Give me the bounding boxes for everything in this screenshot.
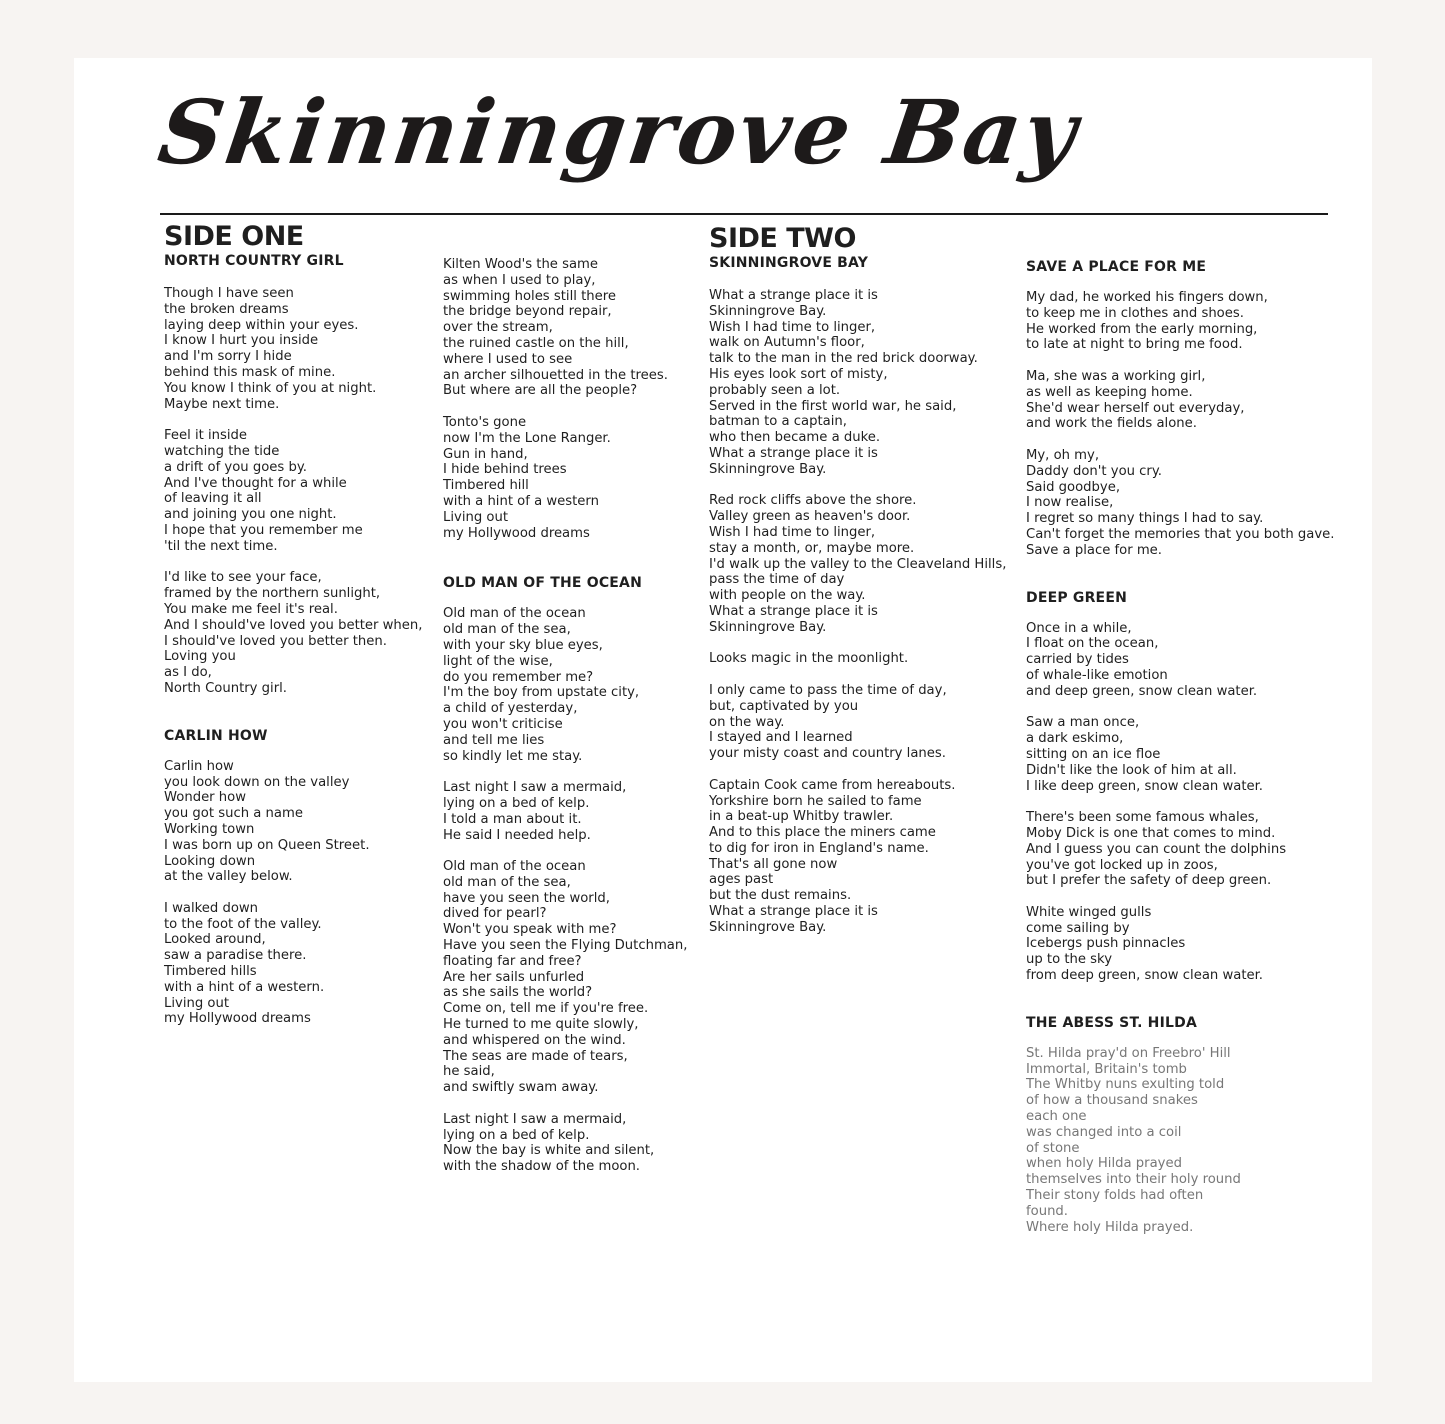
lyric-line: You make me feel it's real. (164, 601, 338, 617)
verse (164, 901, 424, 1027)
verse (164, 759, 424, 885)
lyric-line: as I do, (164, 665, 212, 681)
lyric-line: Skinningrove Bay. (709, 303, 827, 319)
lyric-line: over the stream, (443, 320, 553, 336)
verse (709, 493, 1009, 635)
lyric-line: so kindly let me stay. (443, 748, 583, 764)
lyric-line: The Whitby nuns exulting told (1026, 1077, 1225, 1093)
lyric-line: but I prefer the safety of deep green. (1026, 873, 1272, 889)
lyric-line: Have you seen the Flying Dutchman, (443, 938, 688, 954)
lyric-line: Timbered hill (443, 478, 529, 494)
lyric-line: stay a month, or, maybe more. (709, 540, 915, 556)
lyric-line: Kilten Wood's the same (443, 257, 599, 272)
lyric-line: I'd walk up the valley to the Cleaveland Hills, (709, 556, 1007, 572)
verse (443, 1112, 693, 1175)
song-skinningrove-bay (709, 288, 1009, 936)
lyric-line: I only came to pass the time of day, (709, 682, 947, 698)
lyric-line: Last night I saw a mermaid, (443, 780, 627, 796)
lyric-line: The seas are made of tears, (443, 1048, 628, 1064)
verse (443, 257, 693, 399)
lyric-line: but the dust remains. (709, 888, 852, 904)
lyric-line: but, captivated by you (709, 698, 859, 714)
lyric-line: behind this mask of mine. (164, 364, 336, 380)
lyric-line: My, oh my, (1026, 447, 1100, 463)
lyric-line: Yorkshire born he sailed to fame (709, 793, 922, 809)
verse (1026, 1046, 1346, 1236)
verse (709, 651, 1009, 667)
lyric-line: I hide behind trees (443, 462, 567, 478)
column-1 (164, 222, 424, 1027)
lyric-line: Captain Cook came from hereabouts. (709, 777, 956, 793)
lyric-line: a child of yesterday, (443, 701, 578, 717)
lyric-line: walk on Autumn's floor, (709, 335, 865, 351)
lyric-line: Ma, she was a working girl, (1026, 368, 1206, 384)
lyric-line: from deep green, snow clean water. (1026, 968, 1263, 984)
lyric-line: and swiftly swam away. (443, 1080, 599, 1096)
lyric-line: I'm the boy from upstate city, (443, 685, 640, 701)
lyric-line: you look down on the valley (164, 774, 350, 790)
lyric-line: to dig for iron in England's name. (709, 840, 929, 856)
verse (443, 859, 693, 1096)
lyric-line: My dad, he worked his fingers down, (1026, 290, 1268, 305)
lyric-line: Gun in hand, (443, 446, 528, 462)
lyric-line: when holy Hilda prayed (1026, 1156, 1182, 1172)
lyric-line: Moby Dick is one that comes to mind. (1026, 825, 1276, 841)
song-the-abess-st-hilda (1026, 1046, 1346, 1236)
lyric-line: He turned to me quite slowly, (443, 1017, 639, 1033)
song-save-a-place-for-me (1026, 290, 1346, 559)
lyric-line: Feel it inside (164, 428, 248, 444)
lyric-line: the bridge beyond repair, (443, 304, 612, 320)
lyric-line: Now the bay is white and silent, (443, 1143, 655, 1159)
lyric-line: you got such a name (164, 806, 303, 822)
lyric-line: Working town (164, 821, 255, 837)
lyric-line: Wish I had time to linger, (709, 524, 876, 540)
lyric-line: the ruined castle on the hill, (443, 335, 629, 351)
lyric-line: Last night I saw a mermaid, (443, 1111, 627, 1127)
lyric-line: Once in a while, (1026, 620, 1132, 636)
column-2 (443, 257, 693, 1175)
lyric-line: What a strange place it is (709, 603, 878, 619)
lyric-line: an archer silhouetted in the trees. (443, 367, 668, 383)
lyric-line: Can't forget the memories that you both gave. (1026, 526, 1335, 542)
lyric-line: floating far and free? (443, 953, 582, 969)
lyric-line: Looking down (164, 853, 256, 869)
lyric-line: swimming holes still there (443, 288, 616, 304)
lyric-line: I float on the ocean, (1026, 636, 1159, 652)
lyric-line: he said, (443, 1064, 495, 1080)
lyric-line: where I used to see (443, 351, 573, 367)
lyric-line: a dark eskimo, (1026, 731, 1124, 747)
lyric-line: I regret so many things I had to say. (1026, 511, 1264, 527)
lyric-line: do you remember me? (443, 669, 594, 685)
lyric-line: and joining you one night. (164, 507, 337, 523)
verse (1026, 448, 1346, 559)
verse (443, 415, 693, 541)
lyric-line: Icebergs push pinnacles (1026, 936, 1186, 952)
lyric-line: Old man of the ocean (443, 606, 586, 622)
lyric-line: watching the tide (164, 443, 280, 459)
lyric-line: with a hint of a western. (164, 979, 325, 995)
lyric-line: What a strange place it is (709, 904, 878, 920)
lyric-line: lying on a bed of kelp. (443, 1127, 590, 1143)
lyric-line: your misty coast and country lanes. (709, 746, 946, 762)
lyric-line: Saw a man once, (1026, 715, 1140, 731)
verse (709, 288, 1009, 478)
song-carlin-how-continued (443, 257, 693, 541)
lyric-line: of leaving it all (164, 491, 262, 507)
song-title-old-man-of-the-ocean: OLD MAN OF THE OCEAN (443, 575, 643, 592)
lyric-line: framed by the northern sunlight, (164, 586, 381, 602)
verse (1026, 290, 1346, 353)
lyric-line: Living out (164, 995, 229, 1011)
lyric-line: Tonto's gone (443, 414, 527, 430)
lyric-line: And I've thought for a while (164, 475, 347, 491)
lyric-line: saw a paradise there. (164, 948, 307, 964)
lyric-line: North Country girl. (164, 680, 287, 696)
lyric-line: Skinningrove Bay. (709, 461, 827, 477)
lyric-line: with a hint of a western (443, 493, 599, 509)
lyric-line: Red rock cliffs above the shore. (709, 493, 917, 509)
lyric-line: I was born up on Queen Street. (164, 837, 370, 853)
lyric-line: Wonder how (164, 790, 247, 806)
song-carlin-how (164, 759, 424, 1028)
lyric-line: And to this place the miners came (709, 825, 936, 841)
lyric-line: laying deep within your eyes. (164, 317, 359, 333)
lyric-line: and whispered on the wind. (443, 1032, 626, 1048)
song-title-the-abess-st-hilda: THE ABESS ST. HILDA (1026, 1014, 1197, 1031)
lyric-line: I told a man about it. (443, 811, 582, 827)
lyric-line: and I'm sorry I hide (164, 349, 292, 365)
lyric-line: old man of the sea, (443, 874, 571, 890)
lyric-line: as she sails the world? (443, 985, 593, 1001)
lyric-line: His eyes look sort of misty, (709, 366, 888, 382)
lyric-line: Didn't like the look of him at all. (1026, 762, 1237, 778)
lyric-line: Loving you (164, 649, 236, 665)
column-4 (1026, 258, 1346, 1235)
song-deep-green (1026, 621, 1346, 984)
lyric-line: Skinningrove Bay. (709, 919, 827, 935)
lyric-line: with the shadow of the moon. (443, 1159, 641, 1175)
verse (164, 428, 424, 554)
lyric-line: Looked around, (164, 932, 266, 948)
title-rule (160, 213, 1328, 215)
lyric-line: He said I needed help. (443, 827, 591, 843)
lyric-line: and tell me lies (443, 732, 545, 748)
lyric-line: She'd wear herself out everyday, (1026, 400, 1245, 416)
lyric-line: my Hollywood dreams (164, 1011, 311, 1027)
lyric-line: old man of the sea, (443, 622, 571, 638)
lyric-line: dived for pearl? (443, 906, 547, 922)
lyric-line: at the valley below. (164, 869, 293, 885)
lyric-line: was changed into a coil (1026, 1124, 1182, 1140)
verse (709, 683, 1009, 762)
lyric-line: of stone (1026, 1140, 1080, 1156)
lyric-line: probably seen a lot. (709, 382, 841, 398)
verse (443, 606, 693, 764)
lyric-line: talk to the man in the red brick doorway. (709, 351, 978, 367)
lyric-line: have you seen the world, (443, 890, 610, 906)
lyric-line: What a strange place it is (709, 445, 878, 461)
lyric-line: I now realise, (1026, 495, 1114, 511)
lyric-line: up to the sky (1026, 952, 1113, 968)
lyric-line: come sailing by (1026, 920, 1130, 936)
lyric-line: And I guess you can count the dolphins (1026, 841, 1287, 857)
verse (709, 778, 1009, 936)
lyric-line: I like deep green, snow clean water. (1026, 778, 1263, 794)
lyric-line: Where holy Hilda prayed. (1026, 1219, 1194, 1235)
lyric-line: 'til the next time. (164, 538, 278, 554)
lyric-line: who then became a duke. (709, 430, 881, 446)
verse (164, 570, 424, 696)
lyric-line: White winged gulls (1026, 904, 1152, 920)
lyric-line: Served in the first world war, he said, (709, 398, 957, 414)
lyric-line: I know I hurt you inside (164, 333, 319, 349)
song-title-north-country-girl: NORTH COUNTRY GIRL (164, 253, 344, 269)
lyric-line: Living out (443, 509, 508, 525)
lyric-line: Won't you speak with me? (443, 922, 617, 938)
lyric-line: on the way. (709, 714, 785, 730)
lyric-line: as when I used to play, (443, 272, 596, 288)
lyric-line: I stayed and I learned (709, 730, 853, 746)
lyric-line: Maybe next time. (164, 396, 280, 412)
lyric-line: There's been some famous whales, (1026, 810, 1259, 826)
lyric-line: and deep green, snow clean water. (1026, 683, 1258, 699)
lyric-line: He worked from the early morning, (1026, 321, 1258, 337)
lyric-line: But where are all the people? (443, 383, 638, 399)
lyric-line: Daddy don't you cry. (1026, 463, 1162, 479)
column-3 (709, 224, 1009, 936)
song-title-carlin-how: CARLIN HOW (164, 727, 268, 744)
side-one-heading: SIDE ONE (164, 221, 304, 252)
lyric-line: sitting on an ice floe (1026, 746, 1161, 762)
lyric-line: Though I have seen (164, 286, 294, 301)
song-title-save-a-place-for-me: SAVE A PLACE FOR ME (1026, 259, 1207, 275)
lyric-line: with people on the way. (709, 588, 866, 604)
lyric-line: you've got locked up in zoos, (1026, 857, 1218, 873)
lyric-line: light of the wise, (443, 653, 553, 669)
lyric-line: Old man of the ocean (443, 859, 586, 875)
song-title-deep-green: DEEP GREEN (1026, 589, 1127, 606)
lyric-line: carried by tides (1026, 652, 1129, 668)
verse (1026, 621, 1346, 700)
lyric-line: found. (1026, 1203, 1068, 1219)
lyric-line: St. Hilda pray'd on Freebro' Hill (1026, 1045, 1231, 1061)
lyric-line: Immortal, Britain's tomb (1026, 1061, 1187, 1077)
lyric-line: Wish I had time to linger, (709, 319, 876, 335)
song-north-country-girl (164, 286, 424, 697)
lyric-line: Carlin how (164, 758, 234, 774)
lyric-line: now I'm the Lone Ranger. (443, 430, 611, 446)
lyric-line: ages past (709, 872, 774, 888)
verse (1026, 715, 1346, 794)
verse (443, 780, 693, 843)
lyric-line: Are her sails unfurled (443, 969, 585, 985)
lyric-line: Save a place for me. (1026, 542, 1162, 558)
lyric-line: to keep me in clothes and shoes. (1026, 305, 1244, 321)
lyric-line: I should've loved you better then. (164, 633, 387, 649)
lyric-line: to late at night to bring me food. (1026, 337, 1243, 353)
verse (164, 286, 424, 412)
lyric-line: Said goodbye, (1026, 479, 1121, 495)
lyric-line: as well as keeping home. (1026, 384, 1193, 400)
lyric-line: I walked down (164, 900, 259, 916)
lyric-line: with your sky blue eyes, (443, 637, 603, 653)
lyric-line: lying on a bed of kelp. (443, 795, 590, 811)
lyric-line: You know I think of you at night. (164, 380, 377, 396)
album-title: Skinningrove Bay (152, 80, 1086, 184)
lyric-line: Looks magic in the moonlight. (709, 651, 909, 667)
lyric-line: I hope that you remember me (164, 522, 363, 538)
verse (1026, 905, 1346, 984)
lyric-line: each one (1026, 1109, 1087, 1125)
lyric-line: you won't criticise (443, 716, 563, 732)
song-old-man-of-the-ocean (443, 606, 693, 1175)
lyric-line: Skinningrove Bay. (709, 619, 827, 635)
lyric-line: Valley green as heaven's door. (709, 509, 911, 525)
lyric-line: batman to a captain, (709, 414, 847, 430)
lyric-line: pass the time of day (709, 572, 845, 588)
side-two-heading: SIDE TWO (709, 223, 856, 254)
lyric-line: That's all gone now (709, 856, 838, 872)
verse (1026, 810, 1346, 889)
lyric-line: What a strange place it is (709, 288, 878, 303)
lyric-line: Come on, tell me if you're free. (443, 1001, 649, 1017)
lyric-line: Timbered hills (164, 964, 257, 980)
lyric-line: Their stony folds had often (1026, 1188, 1204, 1204)
lyric-line: themselves into their holy round (1026, 1172, 1241, 1188)
lyric-line: of how a thousand snakes (1026, 1093, 1198, 1109)
lyric-line: to the foot of the valley. (164, 916, 322, 932)
lyric-line: my Hollywood dreams (443, 525, 590, 541)
lyric-line: in a beat-up Whitby trawler. (709, 809, 894, 825)
song-title-skinningrove-bay: SKINNINGROVE BAY (709, 255, 869, 271)
lyric-line: the broken dreams (164, 301, 289, 317)
lyric-line: a drift of you goes by. (164, 459, 307, 475)
verse (1026, 369, 1346, 432)
lyric-line: And I should've loved you better when, (164, 617, 423, 633)
lyric-line: of whale-like emotion (1026, 667, 1168, 683)
lyric-line: I'd like to see your face, (164, 570, 322, 586)
lyric-line: and work the fields alone. (1026, 416, 1197, 432)
